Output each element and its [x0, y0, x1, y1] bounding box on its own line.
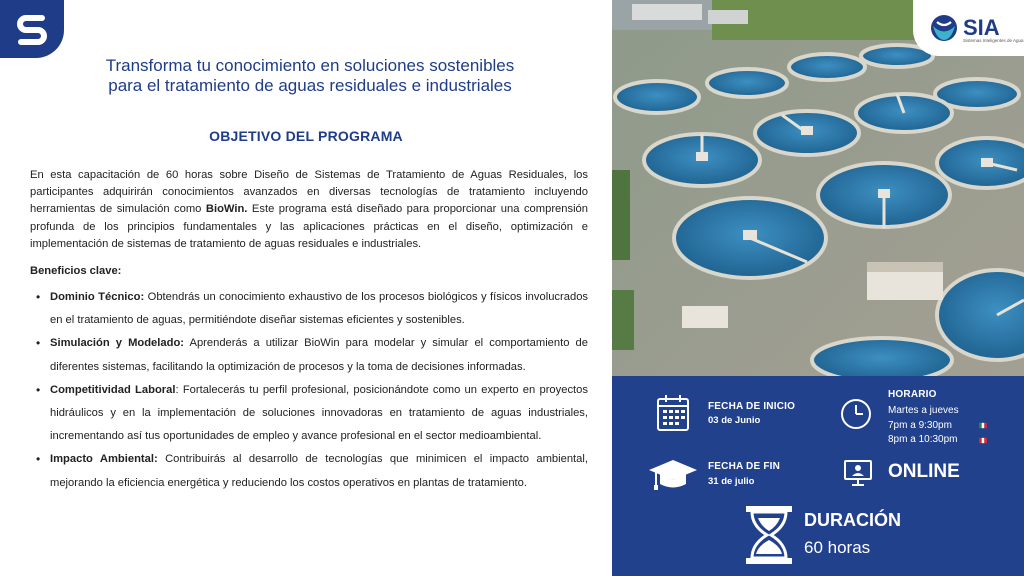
- headline-line-2: para el tratamiento de aguas residuales e industriales: [108, 76, 512, 95]
- duration-label: DURACIÓN: [804, 510, 901, 530]
- section-title: OBJETIVO DEL PROGRAMA: [209, 128, 403, 144]
- benefit-title: Simulación y Modelado:: [50, 337, 185, 350]
- brand-s-logo: [0, 0, 64, 58]
- intro-text-2: Este programa está diseñado para proporcionar una comprensión profunda de los principios fundamentales y las aplicaciones prácticas en el diseño, optimización e implementación de sistemas de tratamiento de aguas residuales e industriales.: [30, 203, 589, 250]
- online-mode: ONLINE: [888, 461, 960, 482]
- hourglass-icon: [744, 504, 794, 566]
- start-date-label: FECHA DE INICIO: [708, 401, 796, 412]
- schedule-time-1: 7pm a 9:30pm: [888, 420, 952, 431]
- benefit-text: : Fortalecerás tu perfil profesional, posicionándote como un experto en proyectos hidráulicos y en la implementación de soluciones innovadoras en tratamiento de aguas industriales, incrementando así tus oportunidades de empleo y avance profesional en el sector medioambiental.: [50, 383, 588, 443]
- benefit-text: Obtendrás un conocimiento exhaustivo de los procesos biológicos y físicos involucrados en el tratamiento de aguas, permitiéndote diseñar sistemas eficientes y sostenibles.: [50, 291, 589, 327]
- headline-line-1: Transforma tu conocimiento en soluciones sostenibles: [105, 56, 515, 75]
- benefit-item: [30, 379, 588, 449]
- mexico-flag-icon: [979, 422, 987, 429]
- benefits-list: [30, 286, 588, 495]
- intro-bold: BioWin.: [205, 203, 248, 216]
- end-date-label: FECHA DE FIN: [708, 461, 781, 472]
- course-info-panel: [612, 376, 1024, 576]
- water-drop-logo-icon: [929, 13, 959, 43]
- schedule-label: HORARIO: [888, 389, 937, 400]
- benefit-title: Impacto Ambiental:: [50, 453, 158, 466]
- headline: [40, 56, 580, 96]
- sia-brand-name: SIA: [963, 15, 1000, 40]
- treatment-plant-photo: [612, 0, 1024, 376]
- treatment-plant-illustration: [612, 0, 1024, 376]
- calendar-icon: [656, 394, 690, 432]
- s-logo-icon: [12, 9, 52, 49]
- start-date-value: 03 de Junio: [708, 415, 761, 426]
- schedule-time-2: 8pm a 10:30pm: [888, 434, 958, 445]
- intro-text-1: En esta capacitación de 60 horas sobre Diseño de Sistemas de Tratamiento de Aguas Residuales, los participantes adquirirán conocimientos avanzados en diversas tecnologías de tratamiento incluyendo herramientas de simulación como: [30, 169, 588, 216]
- clock-icon: [840, 398, 872, 430]
- benefit-title: Competitividad Laboral: [50, 383, 176, 396]
- benefit-text: Aprenderás a utilizar BioWin para modelar y simular el comportamiento de diferentes sistemas, facilitando la optimización de procesos y la toma de decisiones informadas.: [50, 337, 588, 373]
- schedule-days: Martes a jueves: [888, 405, 959, 416]
- benefit-item: [30, 332, 588, 378]
- benefit-title: Dominio Técnico:: [50, 291, 145, 303]
- benefit-item: [30, 286, 588, 332]
- benefits-title: Beneficios clave:: [30, 265, 122, 277]
- benefit-item: [30, 448, 588, 494]
- graduation-cap-icon: [648, 458, 698, 492]
- peru-flag-icon: [979, 437, 987, 444]
- intro-paragraph: [30, 167, 588, 253]
- duration-value: 60 horas: [804, 538, 871, 557]
- sia-tagline: Sistemas Inteligentes de Agua: [963, 38, 1024, 43]
- end-date-value: 31 de julio: [708, 476, 755, 487]
- benefit-text: Contribuirás al desarrollo de tecnologías que minimicen el impacto ambiental, mejorando la eficiencia energética y reduciendo los costos operativos en plantas de tratamiento.: [50, 453, 588, 489]
- computer-monitor-icon: [843, 458, 873, 488]
- sia-logo: [913, 0, 1024, 56]
